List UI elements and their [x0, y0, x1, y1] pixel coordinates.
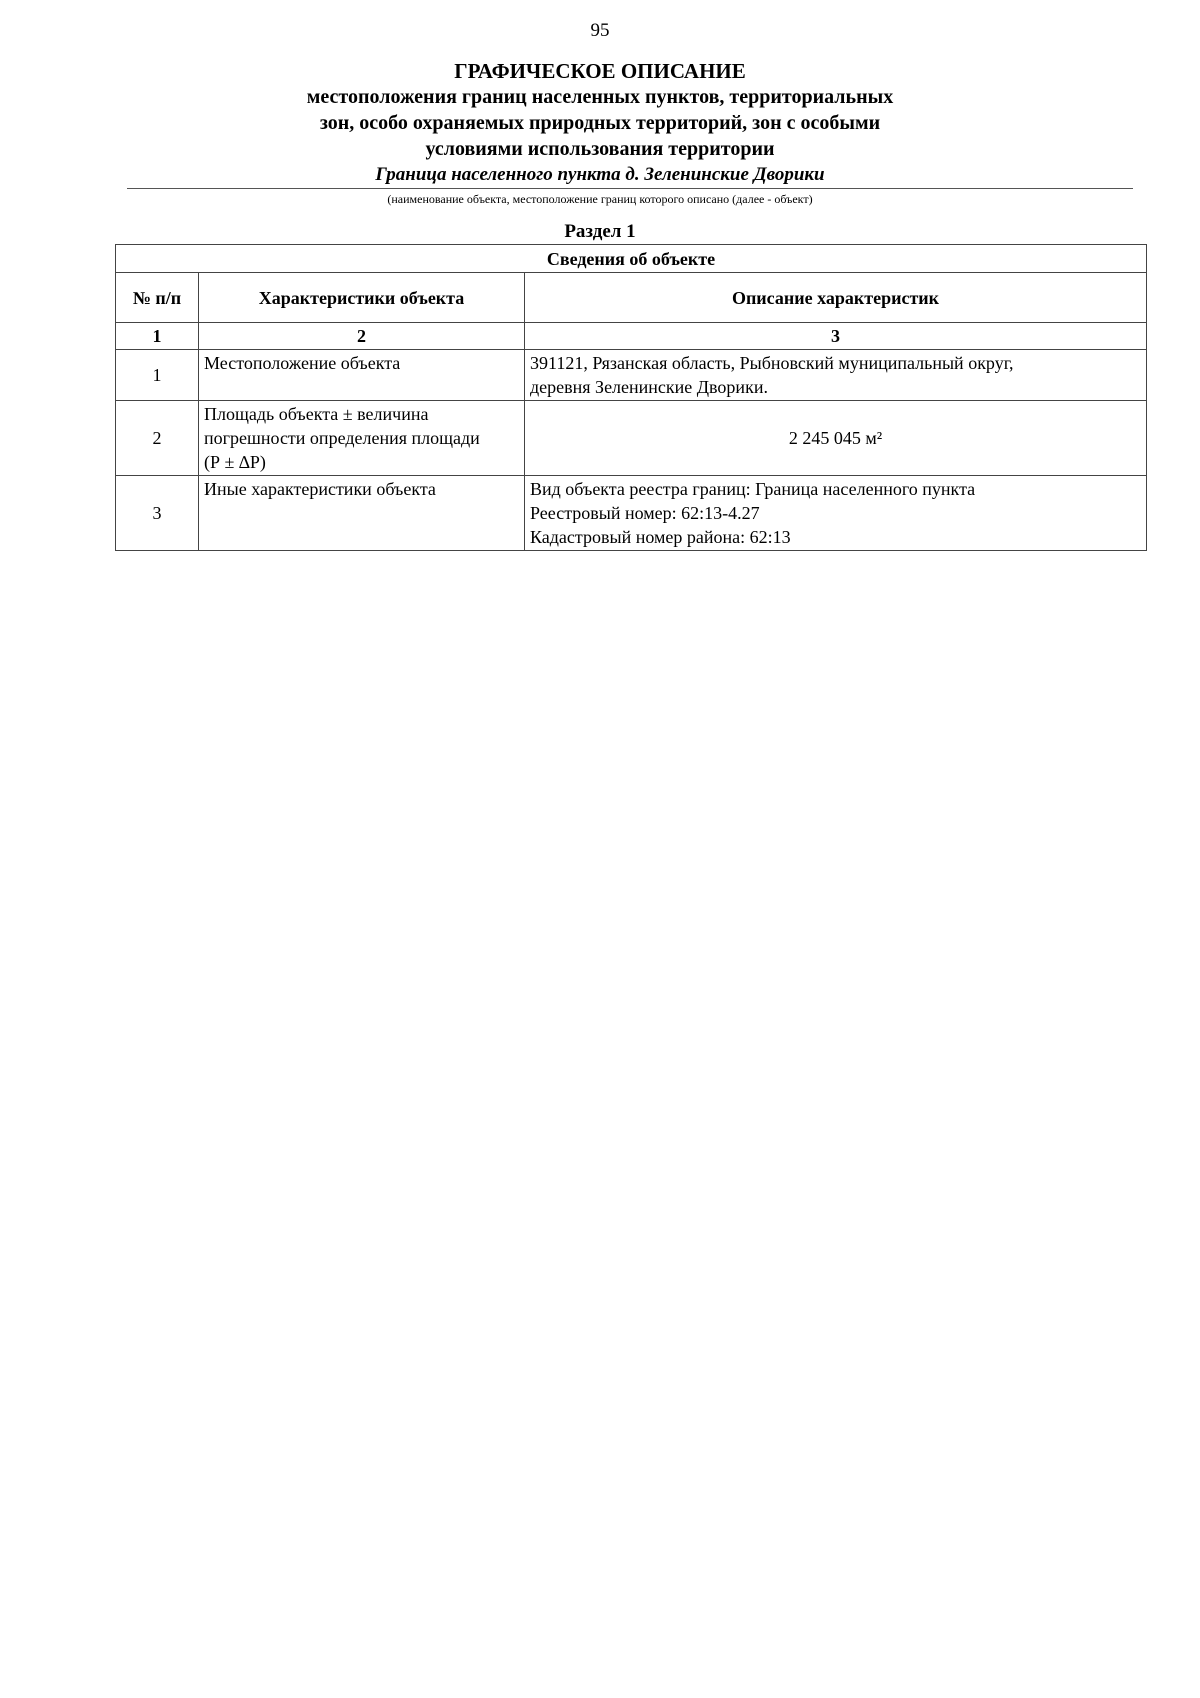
- row-description: [525, 476, 1147, 551]
- table-caption-row: [116, 245, 1147, 273]
- row-number: 3: [116, 476, 199, 551]
- row-characteristic: [199, 401, 525, 476]
- document-subtitle-line-2: зон, особо охраняемых природных территорий, зон с особыми: [319, 112, 881, 134]
- row-number: 1: [116, 350, 199, 401]
- column-index-1: 1: [116, 323, 199, 350]
- characteristic-line: Площадь объекта ± величина: [204, 404, 429, 424]
- column-index-2: 2: [199, 323, 525, 350]
- table-row: [116, 401, 1147, 476]
- row-number: 2: [116, 401, 199, 476]
- column-index-3: 3: [525, 323, 1147, 350]
- object-name: Граница населенного пункта д. Зеленинские Дворики: [375, 164, 825, 185]
- page-number: 95: [590, 20, 610, 41]
- row-characteristic: Местоположение объекта: [199, 350, 525, 401]
- table-header-row: [116, 273, 1147, 323]
- row-characteristic: Иные характеристики объекта: [199, 476, 525, 551]
- table-index-row: [116, 323, 1147, 350]
- description-line: Вид объекта реестра границ: Граница населенного пункта: [530, 479, 976, 499]
- characteristic-line: (Р ± ∆Р): [204, 452, 266, 472]
- table-row: [116, 476, 1147, 551]
- description-line: Реестровый номер: 62:13-4.27: [530, 503, 760, 523]
- header-description: Описание характеристик: [525, 273, 1147, 323]
- row-description: 2 245 045 м²: [525, 401, 1147, 476]
- object-name-underline: [127, 188, 1133, 189]
- header-characteristics: Характеристики объекта: [199, 273, 525, 323]
- characteristic-line: погрешности определения площади: [204, 428, 480, 448]
- header-number: № п/п: [116, 273, 199, 323]
- document-subtitle-line-1: местоположения границ населенных пунктов, территориальных: [306, 86, 894, 108]
- section-title: Раздел 1: [564, 221, 636, 242]
- object-info-table: [115, 244, 1147, 551]
- document-subtitle-line-3: условиями использования территории: [425, 138, 775, 160]
- table-row: [116, 350, 1147, 401]
- description-line: 391121, Рязанская область, Рыбновский муниципальный округ,: [530, 353, 1014, 373]
- document-title: ГРАФИЧЕСКОЕ ОПИСАНИЕ: [454, 59, 746, 83]
- row-description: [525, 350, 1147, 401]
- object-caption: (наименование объекта, местоположение границ которого описано (далее - объект): [387, 192, 813, 206]
- table-caption: Сведения об объекте: [116, 245, 1147, 273]
- description-line: Кадастровый номер района: 62:13: [530, 527, 791, 547]
- description-line: деревня Зеленинские Дворики.: [530, 377, 768, 397]
- document-title-block: [0, 58, 1200, 162]
